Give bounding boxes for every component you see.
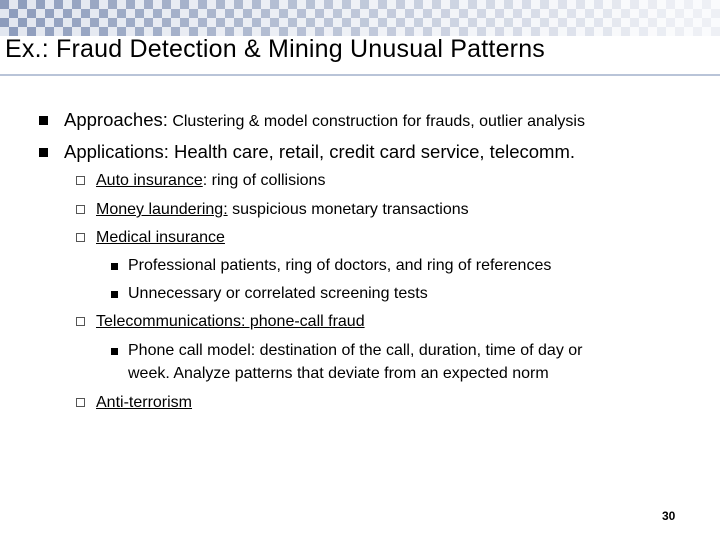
checker-square (495, 18, 504, 27)
checker-square (342, 9, 351, 18)
checker-square (261, 0, 270, 9)
checker-square (711, 0, 720, 9)
checker-square (522, 0, 531, 9)
checker-square (180, 9, 189, 18)
checker-square (522, 18, 531, 27)
checker-square (603, 9, 612, 18)
checker-square (675, 9, 684, 18)
checker-square (567, 0, 576, 9)
checker-square (531, 18, 540, 27)
checker-square (324, 18, 333, 27)
checker-square (549, 18, 558, 27)
checker-square (90, 9, 99, 18)
checker-square (711, 27, 720, 36)
checker-square (693, 18, 702, 27)
telecom-sub-line2: week. Analyze patterns that deviate from an expected norm (128, 365, 549, 382)
checker-square (441, 0, 450, 9)
checker-square (558, 0, 567, 9)
checker-square (189, 0, 198, 9)
checker-square (567, 18, 576, 27)
checker-square (648, 18, 657, 27)
checker-square (702, 27, 711, 36)
bullet-square-icon (111, 291, 118, 298)
checker-square (513, 18, 522, 27)
checker-square (378, 18, 387, 27)
checker-square (135, 9, 144, 18)
checker-square (396, 9, 405, 18)
checker-square (504, 0, 513, 9)
checker-square (297, 9, 306, 18)
checker-square (603, 27, 612, 36)
hollow-bullet-icon (76, 205, 85, 214)
checker-square (594, 9, 603, 18)
checker-square (459, 18, 468, 27)
bullet-applications: Applications: Health care, retail, credit card service, telecomm. (64, 141, 576, 162)
checker-square (414, 18, 423, 27)
checker-square (36, 0, 45, 9)
checker-square (180, 0, 189, 9)
checker-square (657, 9, 666, 18)
item-auto-insurance (96, 172, 325, 190)
checker-square (630, 0, 639, 9)
checker-square (198, 0, 207, 9)
checker-square (702, 9, 711, 18)
checker-square (414, 0, 423, 9)
checker-square (0, 18, 9, 27)
checker-square (27, 9, 36, 18)
checker-square (126, 18, 135, 27)
checker-square (630, 9, 639, 18)
checker-square (414, 9, 423, 18)
checker-square (378, 9, 387, 18)
checker-square (567, 27, 576, 36)
checker-square (36, 9, 45, 18)
checker-square (477, 0, 486, 9)
checker-square (639, 9, 648, 18)
checker-square (126, 0, 135, 9)
checker-square (117, 9, 126, 18)
checker-square (711, 9, 720, 18)
checker-square (405, 18, 414, 27)
checker-square (558, 18, 567, 27)
checker-square (135, 18, 144, 27)
checker-square (423, 18, 432, 27)
checker-square (270, 9, 279, 18)
checker-square (198, 9, 207, 18)
money-laundering-text: suspicious monetary transactions (227, 201, 469, 218)
checker-square (99, 0, 108, 9)
checker-square (693, 9, 702, 18)
checker-square (423, 0, 432, 9)
checker-square (333, 0, 342, 9)
checker-square (504, 9, 513, 18)
checker-square (54, 18, 63, 27)
checker-square (549, 9, 558, 18)
checker-square (306, 9, 315, 18)
checker-square (432, 0, 441, 9)
auto-insurance-term: Auto insurance (96, 172, 203, 189)
checker-square (603, 0, 612, 9)
checker-square (612, 18, 621, 27)
telecom-sub-line1: Phone call model: destination of the call, duration, time of day or (128, 342, 583, 359)
checker-square (9, 0, 18, 9)
checker-square (540, 9, 549, 18)
checker-square (639, 0, 648, 9)
anti-terrorism-term: Anti-terrorism (96, 394, 193, 411)
checker-square (612, 0, 621, 9)
checker-square (27, 18, 36, 27)
checker-square (675, 18, 684, 27)
checker-square (144, 18, 153, 27)
checker-square (594, 0, 603, 9)
checker-square (342, 0, 351, 9)
checker-square (153, 18, 162, 27)
checker-square (594, 27, 603, 36)
checker-square (369, 9, 378, 18)
checker-square (54, 9, 63, 18)
checker-square (54, 0, 63, 9)
approaches-text: Clustering & model construction for frauds, outlier analysis (167, 113, 585, 130)
checker-square (162, 9, 171, 18)
hollow-bullet-icon (76, 317, 85, 326)
checker-square (576, 18, 585, 27)
checker-square (459, 9, 468, 18)
checker-square (360, 9, 369, 18)
checker-square (198, 18, 207, 27)
checker-square (468, 18, 477, 27)
checker-square (324, 9, 333, 18)
checker-square (225, 18, 234, 27)
checker-square (387, 18, 396, 27)
checker-square (216, 18, 225, 27)
checker-square (297, 18, 306, 27)
checker-square (486, 9, 495, 18)
checker-square (252, 0, 261, 9)
checker-square (513, 9, 522, 18)
checker-square (558, 9, 567, 18)
checker-square (576, 9, 585, 18)
checker-square (378, 0, 387, 9)
checker-square (585, 9, 594, 18)
checker-square (612, 27, 621, 36)
checker-square (531, 0, 540, 9)
checker-square (81, 0, 90, 9)
checker-square (333, 18, 342, 27)
checker-square (81, 9, 90, 18)
checker-square (612, 9, 621, 18)
checker-square (216, 9, 225, 18)
checker-square (684, 9, 693, 18)
checker-square (90, 18, 99, 27)
title-underline-rule (0, 74, 720, 76)
checker-square (693, 0, 702, 9)
checker-square (234, 18, 243, 27)
auto-insurance-text: : ring of collisions (202, 172, 326, 189)
checker-square (99, 9, 108, 18)
checker-square (108, 18, 117, 27)
checker-square (72, 18, 81, 27)
checker-square (639, 27, 648, 36)
checker-square (441, 18, 450, 27)
checker-square (630, 18, 639, 27)
checker-square (648, 9, 657, 18)
checker-square (396, 18, 405, 27)
checker-square (432, 18, 441, 27)
checker-square (288, 18, 297, 27)
checker-square (117, 0, 126, 9)
checker-square (621, 27, 630, 36)
checker-square (477, 9, 486, 18)
checker-square (297, 0, 306, 9)
checker-square (657, 27, 666, 36)
checker-square (243, 9, 252, 18)
checker-square (477, 18, 486, 27)
checker-square (18, 9, 27, 18)
checker-square (270, 18, 279, 27)
checker-square (369, 0, 378, 9)
checker-square (72, 0, 81, 9)
checker-square (504, 18, 513, 27)
checker-square (171, 9, 180, 18)
checker-square (567, 9, 576, 18)
bullet-square-icon (111, 263, 118, 270)
checker-square (675, 0, 684, 9)
checker-square (234, 0, 243, 9)
checker-square (486, 18, 495, 27)
checker-square (144, 0, 153, 9)
checker-square (45, 0, 54, 9)
checker-square (72, 9, 81, 18)
checker-square (189, 9, 198, 18)
bullet-square-icon (39, 148, 48, 157)
checker-square (81, 18, 90, 27)
checker-square (225, 0, 234, 9)
checker-square (234, 9, 243, 18)
checker-square (702, 18, 711, 27)
checker-square (225, 9, 234, 18)
checker-square (171, 18, 180, 27)
checker-square (369, 18, 378, 27)
checker-square (684, 27, 693, 36)
hollow-bullet-icon (76, 176, 85, 185)
medical-sub-professional: Professional patients, ring of doctors, and ring of references (128, 257, 552, 274)
checker-square (621, 18, 630, 27)
checker-square (207, 18, 216, 27)
checker-square (675, 27, 684, 36)
checker-square (540, 0, 549, 9)
checker-square (711, 18, 720, 27)
checker-square (513, 0, 522, 9)
checker-square (216, 0, 225, 9)
checker-square (243, 18, 252, 27)
checker-square (639, 18, 648, 27)
checker-square (657, 18, 666, 27)
checker-square (468, 0, 477, 9)
checker-square (666, 9, 675, 18)
bullet-approaches (64, 109, 585, 131)
checker-square (387, 0, 396, 9)
checker-square (117, 18, 126, 27)
checker-square (63, 18, 72, 27)
checker-square (432, 9, 441, 18)
checker-square (630, 27, 639, 36)
checker-square (108, 9, 117, 18)
checker-square (585, 27, 594, 36)
checker-square (360, 18, 369, 27)
checker-square (549, 27, 558, 36)
checker-square (594, 18, 603, 27)
checker-square (261, 9, 270, 18)
checker-square (252, 9, 261, 18)
checker-square (450, 18, 459, 27)
checker-square (270, 0, 279, 9)
checker-square (351, 9, 360, 18)
item-medical-insurance (96, 229, 225, 247)
checker-square (351, 0, 360, 9)
checker-square (18, 0, 27, 9)
page-number: 30 (662, 509, 676, 523)
checker-square (450, 0, 459, 9)
checker-square (9, 18, 18, 27)
checker-square (540, 18, 549, 27)
checker-square (693, 27, 702, 36)
checker-square (252, 18, 261, 27)
checker-square (180, 18, 189, 27)
checker-square (90, 0, 99, 9)
checker-square (306, 0, 315, 9)
checker-square (657, 0, 666, 9)
bullet-square-icon (111, 348, 118, 355)
checker-square (666, 0, 675, 9)
checker-square (558, 27, 567, 36)
checker-square (666, 27, 675, 36)
checker-square (549, 0, 558, 9)
checker-square (0, 0, 9, 9)
checker-square (522, 9, 531, 18)
checker-square (207, 0, 216, 9)
checker-square (9, 9, 18, 18)
checker-square (126, 9, 135, 18)
checker-square (63, 0, 72, 9)
checker-square (585, 18, 594, 27)
item-money-laundering (96, 201, 469, 219)
checker-square (666, 18, 675, 27)
checker-square (603, 18, 612, 27)
bullet-square-icon (39, 116, 48, 125)
checker-square (576, 27, 585, 36)
checker-square (684, 18, 693, 27)
money-laundering-term: Money laundering: (96, 201, 228, 218)
checker-square (36, 18, 45, 27)
telecom-term: Telecommunications: phone-call fraud (96, 313, 365, 330)
checker-square (648, 0, 657, 9)
checker-square (531, 9, 540, 18)
checker-square (288, 9, 297, 18)
checker-square (108, 0, 117, 9)
checker-square (621, 0, 630, 9)
checker-square (207, 9, 216, 18)
checker-square (18, 18, 27, 27)
checker-square (243, 0, 252, 9)
checker-square (27, 0, 36, 9)
checker-square (315, 0, 324, 9)
checker-square (684, 0, 693, 9)
checker-square (486, 0, 495, 9)
checker-square (261, 18, 270, 27)
checker-square (468, 9, 477, 18)
checker-square (315, 18, 324, 27)
hollow-bullet-icon (76, 398, 85, 407)
checker-square (315, 9, 324, 18)
checker-square (171, 0, 180, 9)
checker-square (45, 9, 54, 18)
medical-sub-screening: Unnecessary or correlated screening tests (128, 285, 428, 302)
checker-square (702, 0, 711, 9)
checker-square (288, 0, 297, 9)
item-telecommunications (96, 313, 365, 331)
checker-square (45, 18, 54, 27)
checker-square (153, 0, 162, 9)
checker-square (162, 0, 171, 9)
checker-square (324, 0, 333, 9)
checker-square (585, 0, 594, 9)
checker-square (648, 27, 657, 36)
checker-square (405, 0, 414, 9)
checker-square (576, 0, 585, 9)
checker-square (495, 9, 504, 18)
checker-square (459, 0, 468, 9)
checker-square (144, 9, 153, 18)
checker-square (189, 18, 198, 27)
checker-square (99, 18, 108, 27)
header-checker-pattern (0, 0, 720, 36)
hollow-bullet-icon (76, 233, 85, 242)
checker-square (0, 9, 9, 18)
checker-square (279, 0, 288, 9)
checker-square (153, 9, 162, 18)
checker-square (423, 9, 432, 18)
checker-square (342, 18, 351, 27)
checker-square (162, 18, 171, 27)
checker-square (351, 18, 360, 27)
medical-insurance-term: Medical insurance (96, 229, 225, 246)
checker-square (441, 9, 450, 18)
checker-square (621, 9, 630, 18)
checker-square (279, 9, 288, 18)
checker-square (387, 9, 396, 18)
checker-square (495, 0, 504, 9)
item-anti-terrorism (96, 394, 192, 412)
telecom-sub-phone-model (128, 339, 582, 385)
checker-square (279, 18, 288, 27)
approaches-label: Approaches: (64, 109, 168, 130)
checker-square (135, 0, 144, 9)
checker-square (333, 9, 342, 18)
checker-square (306, 18, 315, 27)
slide-title: Ex.: Fraud Detection & Mining Unusual Patterns (5, 35, 546, 63)
checker-square (63, 9, 72, 18)
checker-square (360, 0, 369, 9)
checker-square (396, 0, 405, 9)
checker-square (450, 9, 459, 18)
checker-square (405, 9, 414, 18)
